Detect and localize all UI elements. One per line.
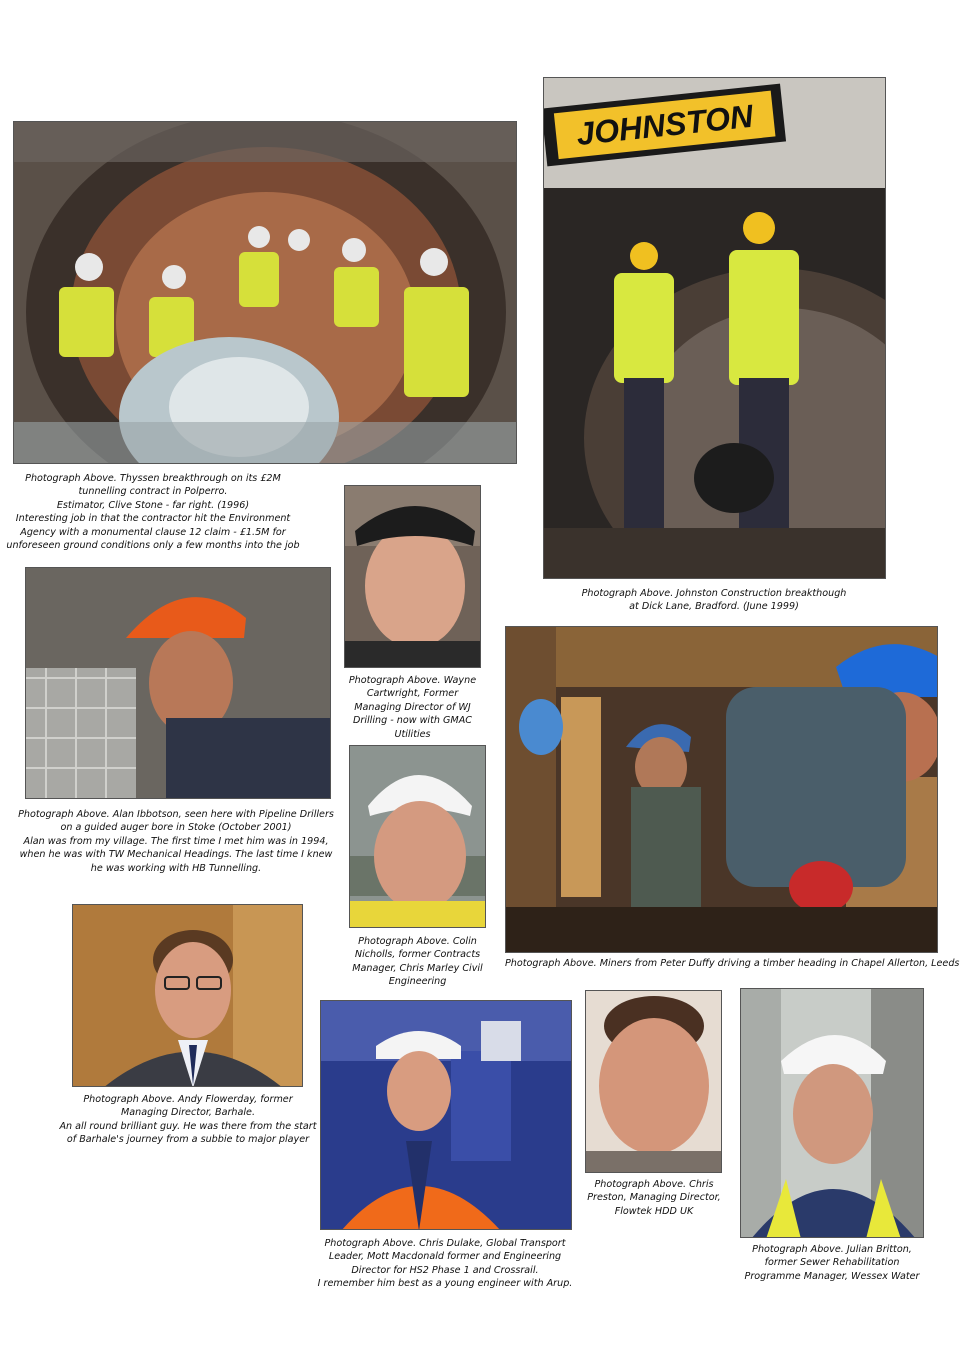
caption-line: Photograph Above. Andy Flowerday, former: [83, 1094, 293, 1105]
caption-line: he was working with HB Tunnelling.: [90, 862, 262, 874]
johnston-sign-text: JOHNSTON: [574, 97, 755, 153]
caption-line: Director for HS2 Phase 1 and Crossrail.: [351, 1264, 539, 1276]
caption-line: Photograph Above. Alan Ibbotson, seen here with Pipeline Drillers: [18, 809, 334, 820]
caption-line: Cartwright, Former: [366, 688, 459, 700]
caption-chris-dulake: [300, 1237, 590, 1291]
caption-line: former Sewer Rehabilitation: [764, 1257, 900, 1269]
caption-thyssen: [0, 472, 306, 552]
caption-line: Photograph Above. Colin: [358, 936, 477, 947]
caption-colin: [349, 935, 486, 989]
caption-johnston: [564, 587, 864, 614]
photo-wayne-cartwright: [344, 485, 481, 668]
caption-line: Engineering: [388, 976, 447, 988]
caption-line: tunnelling contract in Polperro.: [78, 486, 228, 498]
photo-thyssen-breakthrough: [13, 121, 517, 464]
caption-line: when he was with TW Mechanical Headings. The last time I knew: [19, 849, 333, 861]
caption-line: Preston, Managing Director,: [587, 1192, 721, 1204]
caption-line: of Barhale's journey from a subbie to major player: [66, 1134, 310, 1146]
caption-alan: [15, 808, 337, 875]
caption-line: at Dick Lane, Bradford. (June 1999): [629, 601, 799, 613]
caption-line: Alan was from my village. The first time I met him was in 1994,: [23, 835, 329, 847]
caption-wayne: [344, 674, 481, 741]
photo-andy-flowerday: [72, 904, 303, 1087]
caption-line: Photograph Above. Julian Britton,: [752, 1244, 912, 1255]
caption-line: Agency with a monumental clause 12 claim - £1.5M for: [20, 526, 286, 538]
caption-line: Interesting job in that the contractor hit the Environment: [15, 513, 291, 525]
caption-chris-preston: [573, 1178, 735, 1218]
caption-miners: [505, 957, 960, 970]
caption-line: Managing Director, Barhale.: [120, 1107, 256, 1119]
caption-line: Photograph Above. Wayne: [348, 675, 477, 686]
caption-line: Photograph Above. Miners from Peter Duffy driving a timber heading in Chapel Allerton, Leeds: [505, 958, 960, 969]
caption-line: Manager, Chris Marley Civil: [352, 962, 483, 974]
photo-miners-timber-heading: [505, 626, 938, 953]
caption-line: Estimator, Clive Stone - far right. (1996): [56, 499, 250, 511]
caption-line: Programme Manager, Wessex Water: [744, 1270, 920, 1282]
caption-line: Leader, Mott Macdonald former and Engineering: [328, 1251, 562, 1263]
caption-line: unforeseen ground conditions only a few months into the job: [6, 540, 300, 552]
photo-chris-preston: [585, 990, 722, 1173]
photo-johnston-breakthrough: [543, 77, 886, 579]
caption-line: Utilities: [394, 728, 431, 740]
photo-julian-britton: [740, 988, 924, 1238]
caption-line: Nicholls, former Contracts: [354, 949, 481, 961]
photo-chris-dulake: [320, 1000, 572, 1230]
caption-line: Photograph Above. Chris Dulake, Global Transport: [324, 1238, 566, 1249]
caption-line: Photograph Above. Thyssen breakthrough on its £2M: [25, 473, 281, 484]
caption-line: An all round brilliant guy. He was there from the start: [59, 1120, 317, 1132]
caption-line: Flowtek HDD UK: [614, 1205, 694, 1217]
caption-line: Drilling - now with GMAC: [353, 715, 472, 727]
caption-julian: [730, 1243, 934, 1283]
caption-line: Photograph Above. Chris: [594, 1179, 714, 1190]
caption-line: on a guided auger bore in Stoke (October 2001): [60, 822, 292, 834]
photo-colin-nicholls: [349, 745, 486, 928]
caption-line: Photograph Above. Johnston Construction breakthough: [581, 588, 847, 599]
caption-line: I remember him best as a young engineer with Arup.: [317, 1278, 573, 1290]
caption-line: Managing Director of WJ: [354, 701, 471, 713]
caption-andy: [38, 1093, 338, 1147]
photo-alan-ibbotson: [25, 567, 331, 799]
